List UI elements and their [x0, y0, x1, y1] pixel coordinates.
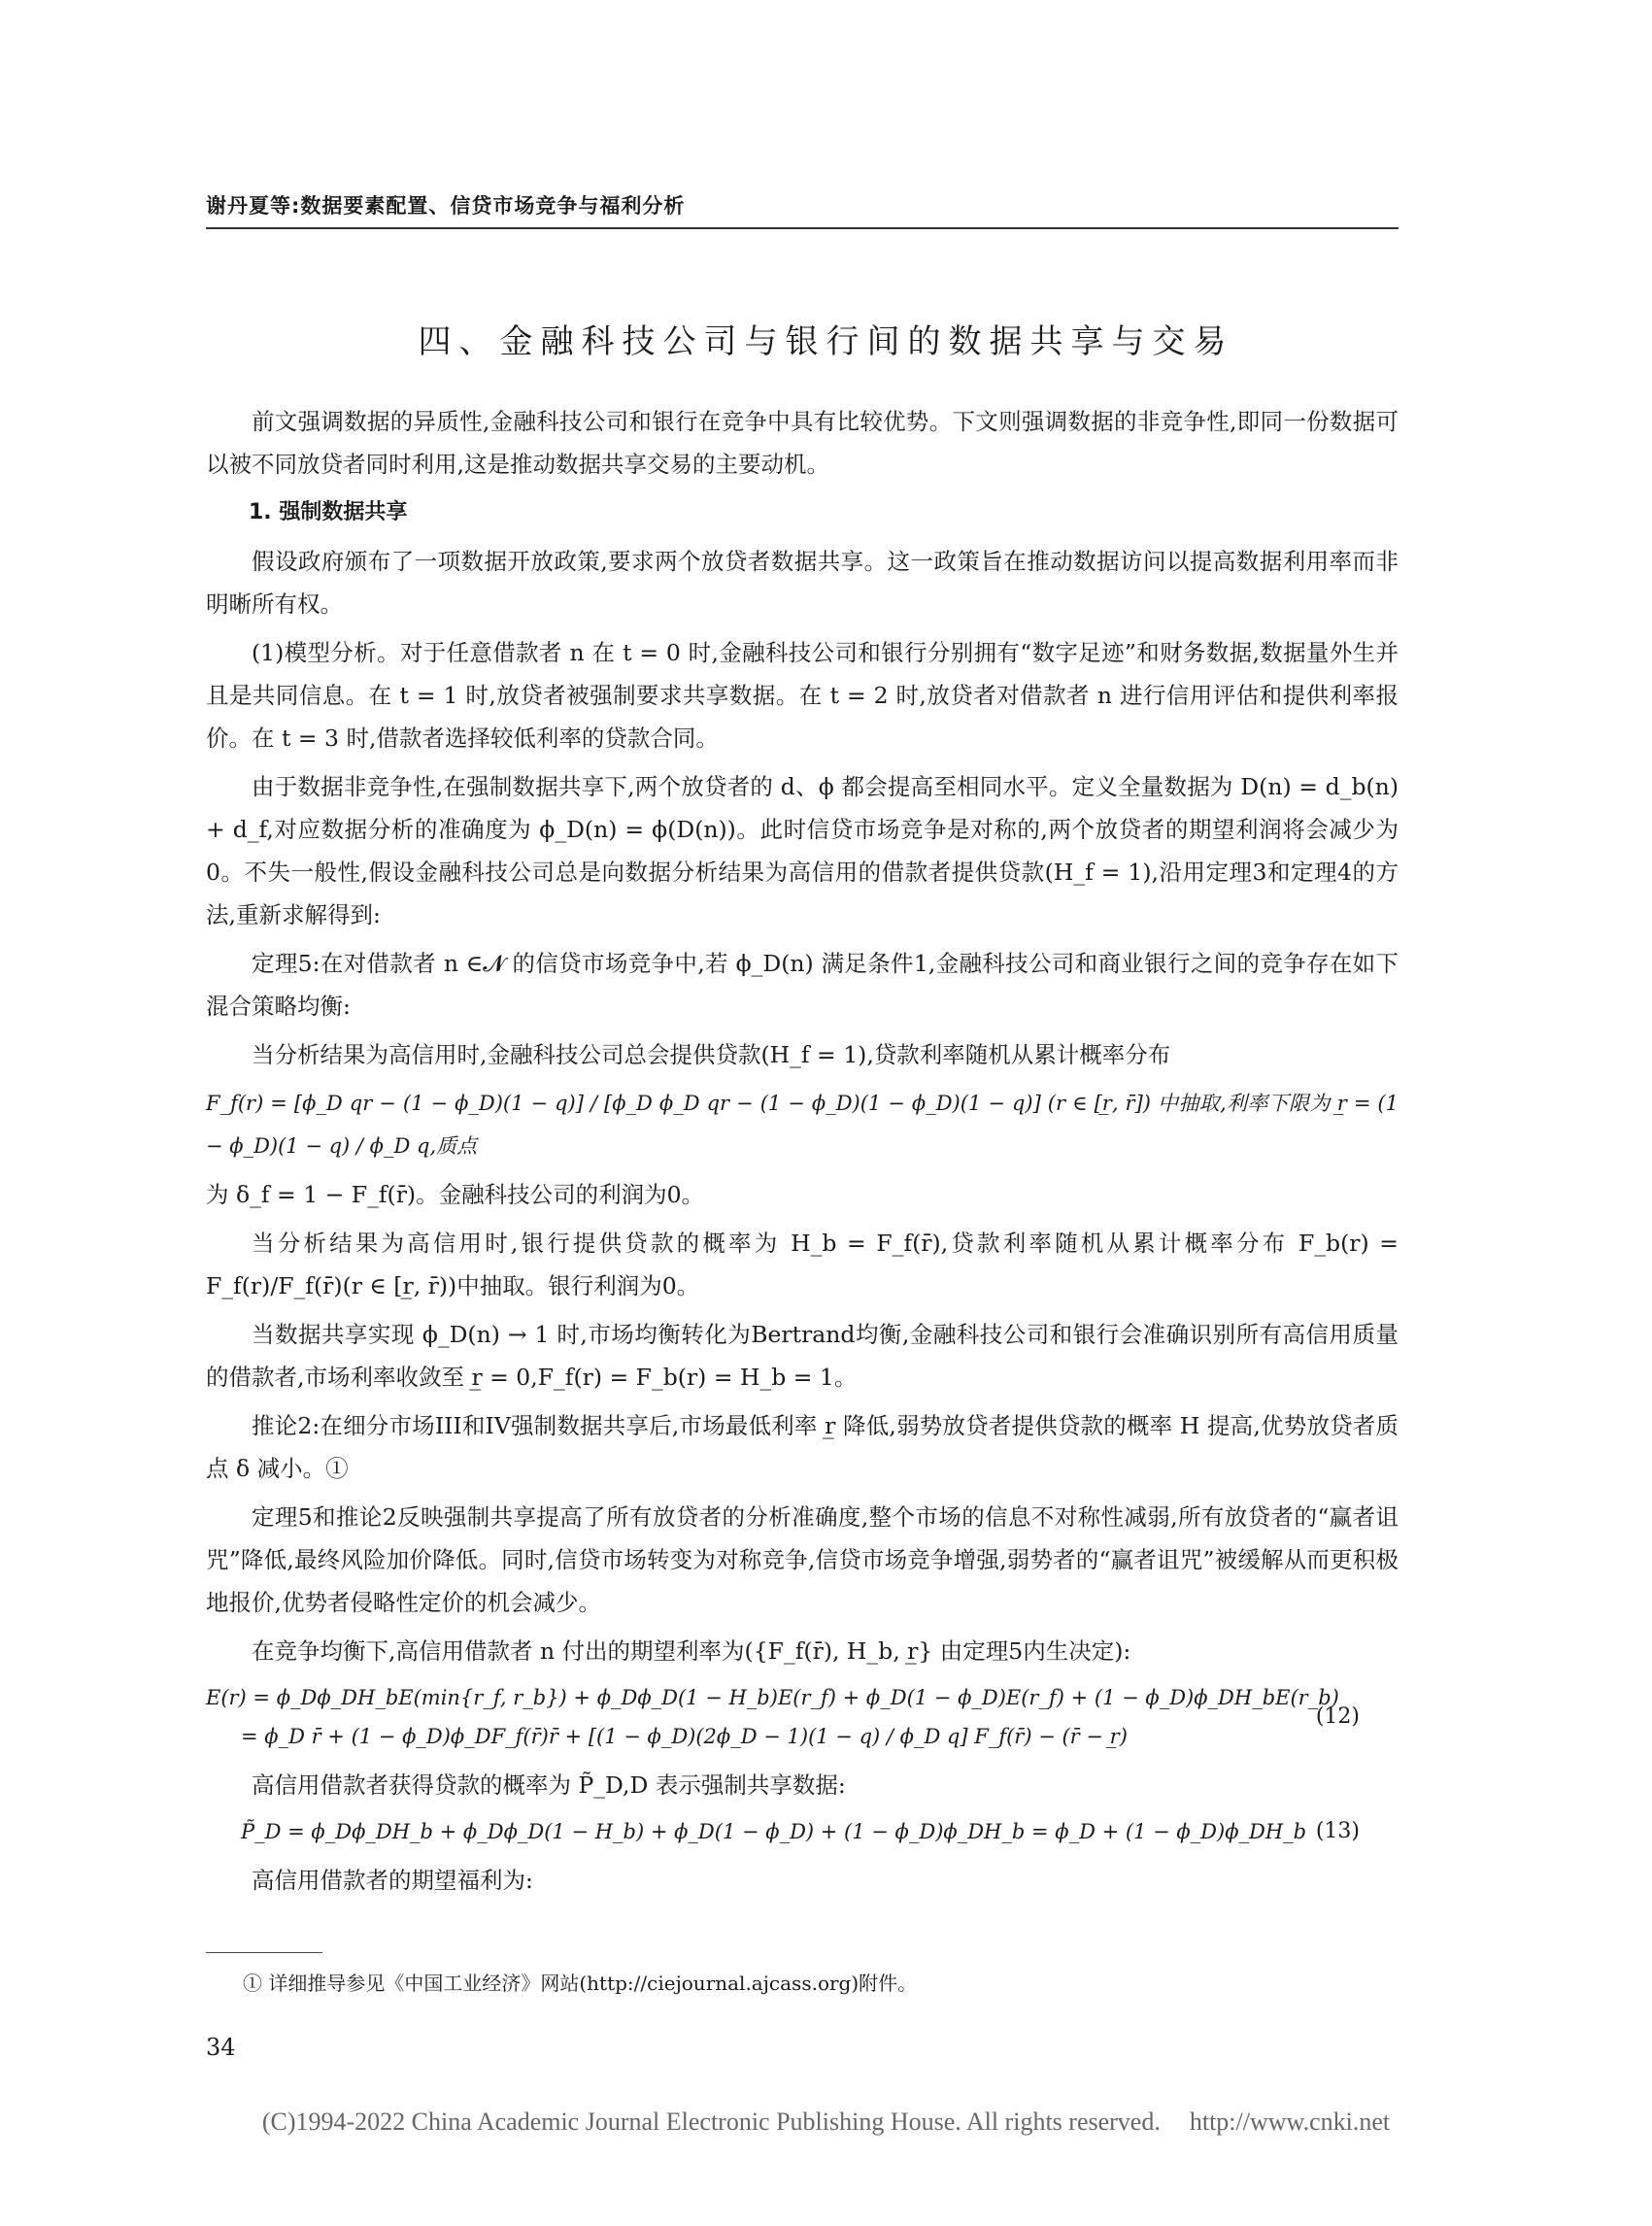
paragraph-mass-point: 为 δ_f = 1 − F_f(r̄)。金融科技公司的利润为0。	[206, 1181, 705, 1208]
page-number: 34	[206, 2034, 236, 2061]
equation-12-number: (12)	[1315, 1704, 1360, 1729]
header-rule	[206, 227, 1399, 229]
copyright-notice: (C)1994-2022 China Academic Journal Electronic Publishing House. All rights reserved.	[261, 2108, 1161, 2136]
paragraph-nonrival: 由于数据非竞争性,在强制数据共享下,两个放贷者的 d、ϕ 都会提高至相同水平。定义全量数据为 D(n) = d_b(n) + d_f,对应数据分析的准确度为 ϕ_D(n) = ϕ(D(n))。此时信贷市场竞争是对称的,两个放贷者的期望利润将会减少为0。不失一般性,假设金融科技公司总是向数据分析结果为高信用的借款者提供贷款(H_f = 1),沿用定理3和定理4的方法,重新求解得到:	[206, 773, 1399, 928]
footnote: ① 详细推导参见《中国工业经济》网站(http://ciejournal.ajcass.org)附件。	[243, 1972, 918, 1995]
equation-12-line-1: E(r) = ϕ_Dϕ_DH_bE(min{r_f, r_b}) + ϕ_Dϕ_D(1 − H_b)E(r_f) + ϕ_D(1 − ϕ_D)E(r_f) + (1 − ϕ_D)ϕ_DH_bE(r_b)	[206, 1686, 1339, 1709]
section-title: 四、金融科技公司与银行间的数据共享与交易	[418, 322, 1234, 361]
equation-13-line: P̃_D = ϕ_Dϕ_DH_b + ϕ_Dϕ_D(1 − H_b) + ϕ_D(1 − ϕ_D) + (1 − ϕ_D)ϕ_DH_b = ϕ_D + (1 − ϕ_D)ϕ_DH_b	[241, 1820, 1307, 1843]
paragraph-bertrand: 当数据共享实现 ϕ_D(n) → 1 时,市场均衡转化为Bertrand均衡,金融科技公司和银行会准确识别所有高信用质量的借款者,市场利率收敛至 r̲ = 0,F_f(r) = F_b(r) = H_b = 1。	[206, 1321, 1399, 1391]
equation-13-number: (13)	[1315, 1819, 1360, 1843]
footnote-rule	[206, 1952, 322, 1953]
equation-12	[206, 1678, 1399, 1756]
paragraph-corollary2: 推论2:在细分市场III和IV强制数据共享后,市场最低利率 r̲ 降低,弱势放贷者提供贷款的概率 H 提高,优势放贷者质点 δ 减小。①	[206, 1412, 1399, 1482]
paragraph-fintech-high: 当分析结果为高信用时,金融科技公司总会提供贷款(H_f = 1),贷款利率随机从累计概率分布	[252, 1041, 1171, 1068]
paragraph-model: (1)模型分析。对于任意借款者 n 在 t = 0 时,金融科技公司和银行分别拥有“数字足迹”和财务数据,数据量外生并且是共同信息。在 t = 1 时,放贷者被强制要求共享数据。在 t = 2 时,放贷者对借款者 n 进行信用评估和提供利率报价。在 t = 3 时,借款者选择较低利率的贷款合同。	[206, 639, 1399, 752]
paragraph-bank-high: 当分析结果为高信用时,银行提供贷款的概率为 H_b = F_f(r̄),贷款利率随机从累计概率分布 F_b(r) = F_f(r)/F_f(r̄)(r ∈ [r̲, r̄))中抽取。银行利润为0。	[206, 1230, 1399, 1299]
equation-12-line-2: = ϕ_D r̄ + (1 − ϕ_D)ϕ_DF_f(r̄)r̄ + [(1 − ϕ_D)(2ϕ_D − 1)(1 − q) / ϕ_D q] F_f(r̄) − (r̄ − r̲)	[241, 1725, 1128, 1748]
article-body	[206, 400, 1399, 1907]
paragraph-loan-probability: 高信用借款者获得贷款的概率为 P̃_D,D 表示强制共享数据:	[252, 1771, 846, 1799]
subheading-mandatory-sharing: 1. 强制数据共享	[249, 500, 408, 524]
paragraph-policy: 假设政府颁布了一项数据开放政策,要求两个放贷者数据共享。这一政策旨在推动数据访问以提高数据利用率而非明晰所有权。	[206, 548, 1399, 618]
copyright-line	[0, 2108, 1652, 2137]
paragraph-intro: 前文强调数据的异质性,金融科技公司和银行在竞争中具有比较优势。下文则强调数据的非竞争性,即同一份数据可以被不同放贷者同时利用,这是推动数据共享交易的主要动机。	[206, 408, 1399, 478]
paragraph-welfare: 高信用借款者的期望福利为:	[252, 1867, 533, 1894]
equation-13	[206, 1812, 1399, 1851]
paragraph-discussion: 定理5和推论2反映强制共享提高了所有放贷者的分析准确度,整个市场的信息不对称性减弱,所有放贷者的“赢者诅咒”降低,最终风险加价降低。同时,信贷市场转变为对称竞争,信贷市场竞争增强,弱势者的“赢者诅咒”被缓解从而更积极地报价,优势者侵略性定价的机会减少。	[206, 1503, 1399, 1616]
formula-fintech-distribution: F_f(r) = [ϕ_D qr − (1 − ϕ_D)(1 − q)] / [ϕ_D ϕ_D qr − (1 − ϕ_D)(1 − ϕ_D)(1 − q)] (r ∈ [r̲, r̄]) 中抽取,利率下限为 r̲ = (1 − ϕ_D)(1 − q) / ϕ_D q,质点	[206, 1092, 1399, 1158]
paragraph-theorem5: 定理5:在对借款者 n ∈𝓝 的信贷市场竞争中,若 ϕ_D(n) 满足条件1,金融科技公司和商业银行之间的竞争存在如下混合策略均衡:	[206, 950, 1399, 1020]
paragraph-expected-rate: 在竞争均衡下,高信用借款者 n 付出的期望利率为({F_f(r̄), H_b, r̲} 由定理5内生决定):	[252, 1637, 1131, 1665]
cnki-url: http://www.cnki.net	[1189, 2108, 1391, 2136]
running-head: 谢丹夏等:数据要素配置、信贷市场竞争与福利分析	[206, 194, 686, 218]
